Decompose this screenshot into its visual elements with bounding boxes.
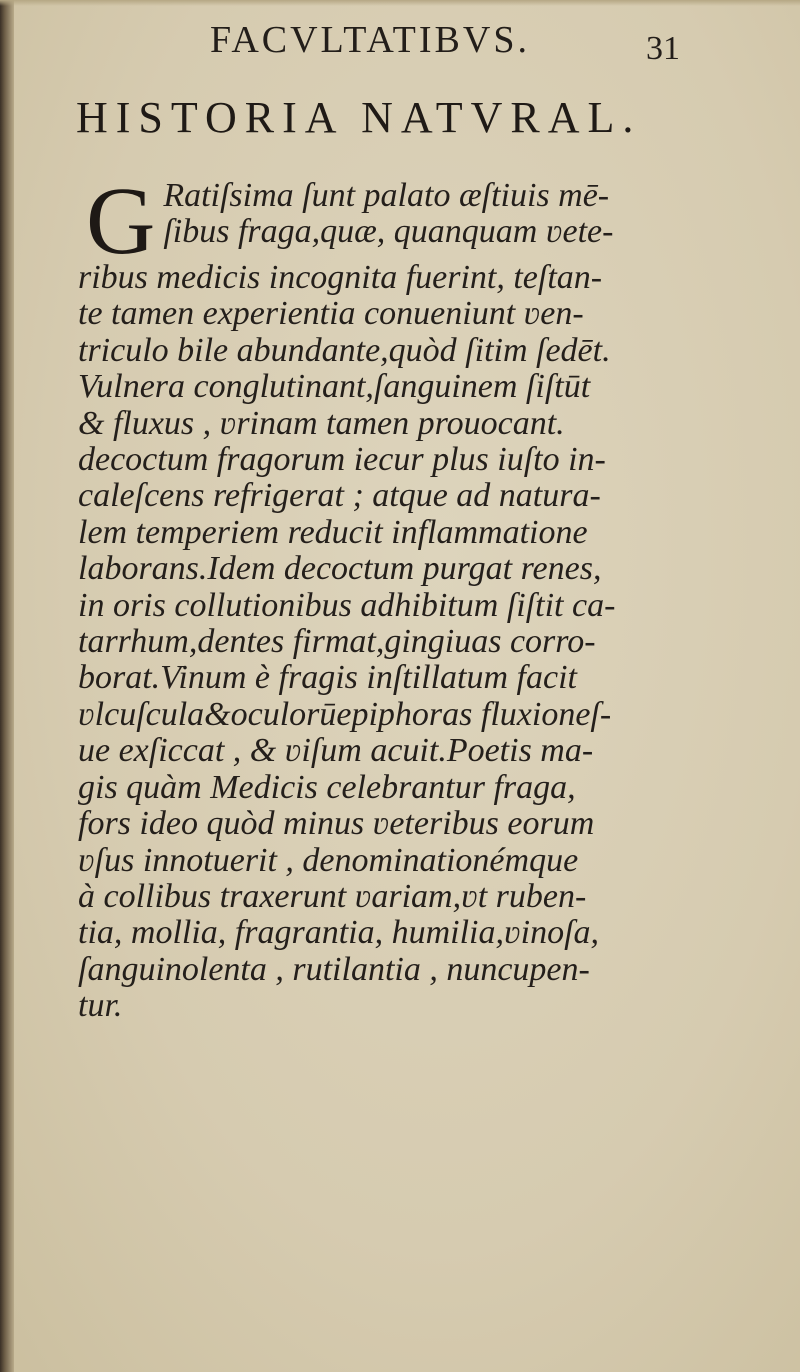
text-line: ʋlcuſcula&oculorūepiphoras fluxioneſ- — [78, 695, 612, 733]
text-line: decoctum fragorum iecur plus iuſto in- — [78, 441, 606, 479]
text-line: ue exſiccat , & ʋiſum acuit.Poetis ma- — [78, 732, 594, 770]
text-line: tia, mollia, fragrantia, humilia,ʋinoſa, — [78, 914, 600, 952]
text-line: ribus medicis incognita fuerint, teſtan- — [78, 259, 603, 296]
text-line: laborans.Idem decoctum purgat renes, — [78, 550, 602, 588]
text-line: in oris collutionibus adhibitum ſiſtit ca- — [78, 586, 616, 624]
text-line: gis quàm Medicis celebrantur fraga, — [78, 768, 576, 806]
text-line: à collibus traxerunt ʋariam,ʋt ruben- — [78, 877, 587, 915]
text-line: tarrhum,dentes firmat,gingiuas corro- — [78, 623, 596, 661]
text-line: ſibus fraga,quæ, quanquam ʋete- — [163, 213, 614, 251]
drop-initial: G — [86, 167, 156, 274]
text-line: triculo bile abundante,quòd ſitim ſedēt. — [78, 331, 611, 369]
body-text — [78, 167, 718, 1025]
text-line: fors ideo quòd minus ʋeteribus eorum — [78, 805, 595, 843]
binding-gutter — [0, 0, 14, 1372]
text-line: & fluxus , ʋrinam tamen prouocant. — [78, 404, 565, 442]
text-line: tur. — [78, 987, 123, 1025]
text-line: ʋſus innotuerit , denominationémque — [78, 841, 579, 879]
page-top-edge — [0, 0, 800, 6]
text-line: caleſcens refrigerat ; atque ad natura- — [78, 477, 601, 515]
text-line: ſanguinolenta , rutilantia , nuncupen- — [78, 950, 590, 988]
text-line: Vulnera conglutinant,ſanguinem ſiſtūt — [78, 368, 591, 406]
text-line: borat.Vinum è fragis inſtillatum facit — [78, 659, 577, 697]
running-head — [0, 18, 800, 68]
running-title: FACVLTATIBVS. — [210, 19, 530, 61]
section-title: HISTORIA NATVRAL. — [76, 93, 642, 142]
text-line: lem temperiem reducit inflammatione — [78, 513, 588, 551]
text-line: Ratiſsima ſunt palato æſtiuis mē- — [163, 177, 610, 214]
text-line: te tamen experientia conueniunt ʋen- — [78, 295, 584, 333]
page-number: 31 — [646, 30, 680, 67]
